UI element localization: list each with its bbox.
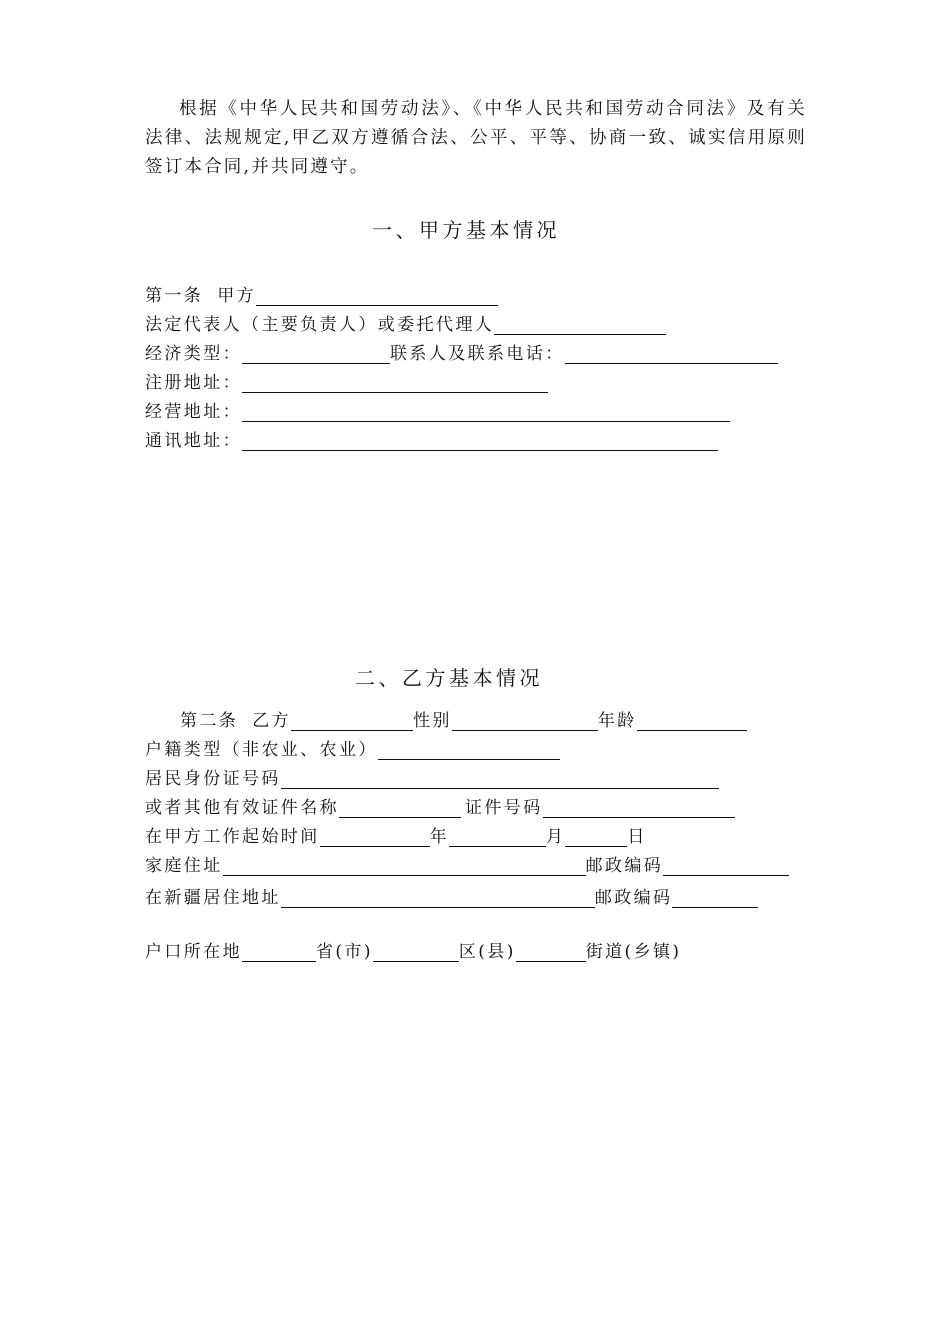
party-a-rep-row (145, 309, 666, 335)
doc-no-label: 证件号码 (465, 798, 543, 818)
day-label: 日 (627, 827, 647, 847)
start-year-field[interactable] (320, 827, 430, 847)
age-label: 年龄 (597, 711, 637, 731)
contact-field[interactable] (565, 344, 778, 364)
reg-addr-label: 注册地址： (145, 373, 242, 393)
household-type-field[interactable] (378, 740, 560, 760)
id-label: 居民身份证号码 (145, 769, 281, 789)
other-doc-row (145, 792, 735, 818)
rep-label: 法定代表人（主要负责人）或委托代理人 (145, 315, 495, 335)
age-field[interactable] (637, 711, 747, 731)
province-label: 省(市) (316, 942, 373, 962)
party-b-name-field[interactable] (291, 711, 413, 731)
month-label: 月 (546, 827, 566, 847)
reg-addr-row (145, 367, 548, 393)
start-date-row (145, 821, 647, 847)
gender-field[interactable] (452, 711, 598, 731)
party-b-heading: 二、乙方基本情况 (355, 666, 543, 690)
contact-label: 联系人及联系电话： (390, 344, 565, 364)
intro-paragraph: 根据《中华人民共和国劳动法》、《中华人民共和国劳动合同法》及有关法律、法规规定,甲乙双方遵循合法、公平、平等、协商一致、诚实信用原则签订本合同,并共同遵守。 (145, 99, 807, 177)
gender-label: 性别 (413, 711, 452, 731)
econ-type-field[interactable] (242, 344, 390, 364)
party-a-name-row (145, 280, 498, 306)
household-type-label: 户籍类型（非农业、农业） (145, 740, 378, 760)
id-field[interactable] (281, 769, 719, 789)
xj-postcode-field[interactable] (672, 888, 758, 908)
econ-contact-row (145, 338, 778, 364)
start-day-field[interactable] (565, 827, 627, 847)
biz-addr-field[interactable] (242, 402, 730, 422)
postcode-label-2: 邮政编码 (594, 888, 673, 908)
street-label: 街道(乡镇) (585, 942, 682, 962)
econ-type-label: 经济类型： (145, 344, 242, 364)
other-doc-label: 或者其他有效证件名称 (145, 798, 339, 818)
start-label: 在甲方工作起始时间 (145, 827, 320, 847)
biz-addr-row (145, 396, 730, 422)
start-month-field[interactable] (449, 827, 546, 847)
party-b-name-row (180, 705, 747, 731)
mail-addr-field[interactable] (242, 431, 718, 451)
mail-addr-row (145, 425, 718, 451)
party-a-label: 甲方 (217, 286, 257, 306)
year-label: 年 (429, 827, 450, 847)
household-type-row (145, 734, 560, 760)
biz-addr-label: 经营地址： (145, 402, 242, 422)
party-a-heading: 一、甲方基本情况 (372, 218, 560, 242)
article-two-label: 第二条 (180, 711, 239, 731)
reg-addr-field[interactable] (242, 373, 548, 393)
home-postcode-field[interactable] (663, 856, 789, 876)
hukou-row (145, 936, 681, 962)
id-row (145, 763, 719, 789)
xj-addr-field[interactable] (281, 888, 595, 908)
hukou-district-field[interactable] (373, 942, 459, 962)
postcode-label: 邮政编码 (585, 856, 664, 876)
hukou-label: 户口所在地 (145, 942, 242, 962)
hukou-street-field[interactable] (516, 942, 586, 962)
home-addr-row (145, 850, 789, 876)
xj-addr-row (145, 882, 758, 908)
party-a-name-field[interactable] (256, 286, 498, 306)
district-label: 区(县) (458, 942, 516, 962)
hukou-province-field[interactable] (242, 942, 316, 962)
rep-field[interactable] (494, 315, 666, 335)
party-b-label: 乙方 (252, 711, 292, 731)
home-addr-field[interactable] (223, 856, 586, 876)
article-one-label: 第一条 (145, 286, 204, 306)
doc-no-field[interactable] (543, 798, 735, 818)
xj-addr-label: 在新疆居住地址 (145, 888, 281, 908)
mail-addr-label: 通讯地址： (145, 431, 242, 451)
other-doc-field[interactable] (339, 798, 461, 818)
home-addr-label: 家庭住址 (145, 856, 223, 876)
